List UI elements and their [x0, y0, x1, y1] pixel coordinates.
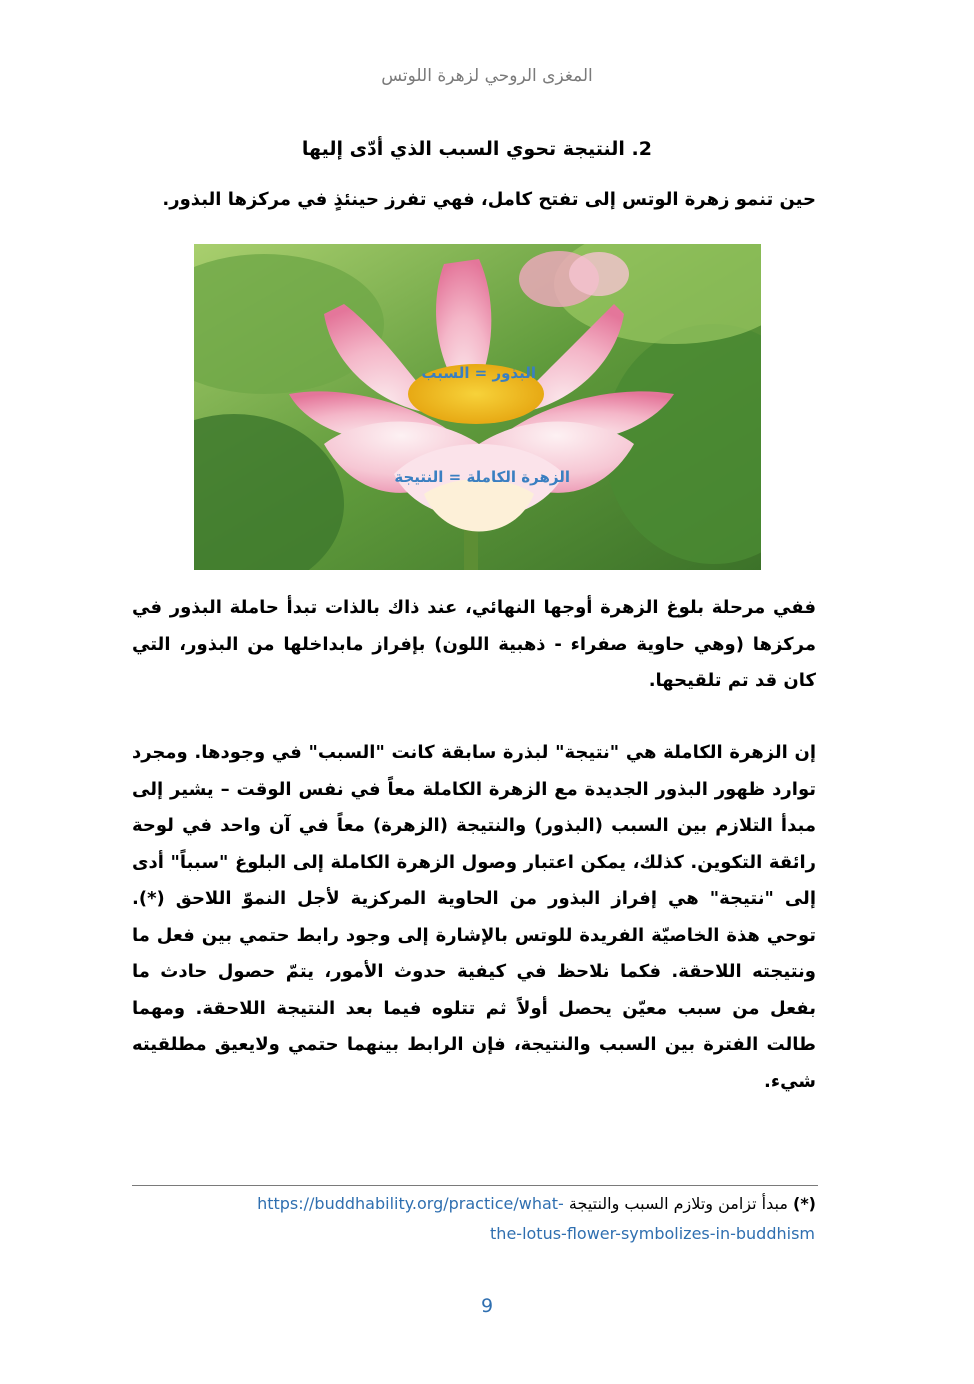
footnote-link-line-1[interactable]: https://buddhability.org/practice/what-	[257, 1194, 564, 1213]
page-number: 9	[480, 1295, 494, 1317]
footnote-mark: (*)	[793, 1194, 816, 1213]
footnote-link-line-2[interactable]: the-lotus-flower-symbolizes-in-buddhism	[490, 1224, 815, 1243]
lotus-flower-image	[194, 244, 761, 570]
body-paragraph-1: ففي مرحلة بلوغ الزهرة أوجها النهائي، عند ذاك بالذات تبدأ حاملة البذور في مركزها (وهي حاوية صفراء - ذهبية اللون) بإفراز مابداخلها من البذور، التي كان قد تم تلقيحها.	[132, 597, 816, 691]
lotus-figure	[194, 244, 761, 570]
intro-paragraph: حين تنمو زهرة الوتس إلى تفتح كامل، فهي تفرز حينئذٍ في مركزها البذور.	[162, 189, 816, 210]
running-header: المغزى الروحي لزهرة اللوتس	[381, 66, 593, 86]
footnote	[132, 1189, 816, 1249]
footnote-divider	[132, 1185, 818, 1186]
figure-label-flower: الزهرة الكاملة = النتيجة	[394, 468, 570, 486]
section-title: 2. النتيجة تحوي السبب الذي أدّى إليها	[301, 138, 652, 160]
footnote-text: مبدأ تزامن وتلازم السبب والنتيجة	[568, 1194, 788, 1213]
figure-label-seeds: البذور = السبب	[421, 364, 536, 382]
body-paragraph-2: إن الزهرة الكاملة هي "نتيجة" لبذرة سابقة كانت "السبب" في وجودها. ومجرد توارد ظهور البذور الجديدة مع الزهرة الكاملة معاً في نفس الوقت – يشير إلى مبدأ التلازم بين السبب (البذور) والنتيجة (الزهرة) معاً في آن واحد في لوحة رائقة التكوين. كذلك، يمكن اعتبار وصول الزهرة الكاملة إلى البلوغ "سبباً" أدى إلى "نتيجة" هي إفراز البذور من الحاوية المركزية لأجل النموّ اللاحق (*). توحي هذة الخاصيّة الفريدة للوتس بالإشارة إلى وجود رابط حتمي بين فعل ما ونتيجته اللاحقة. فكما نلاحظ في كيفية حدوث الأمور، يتمّ حصول حادث ما بفعل من سبب معيّن يحصل أولاً ثم تتلوه فيما بعد النتيجة اللاحقة. ومهما طالت الفترة بين السبب والنتيجة، فإن الرابط بينهما حتمي ولايعيق مطلقيته شيء.	[132, 742, 816, 1092]
